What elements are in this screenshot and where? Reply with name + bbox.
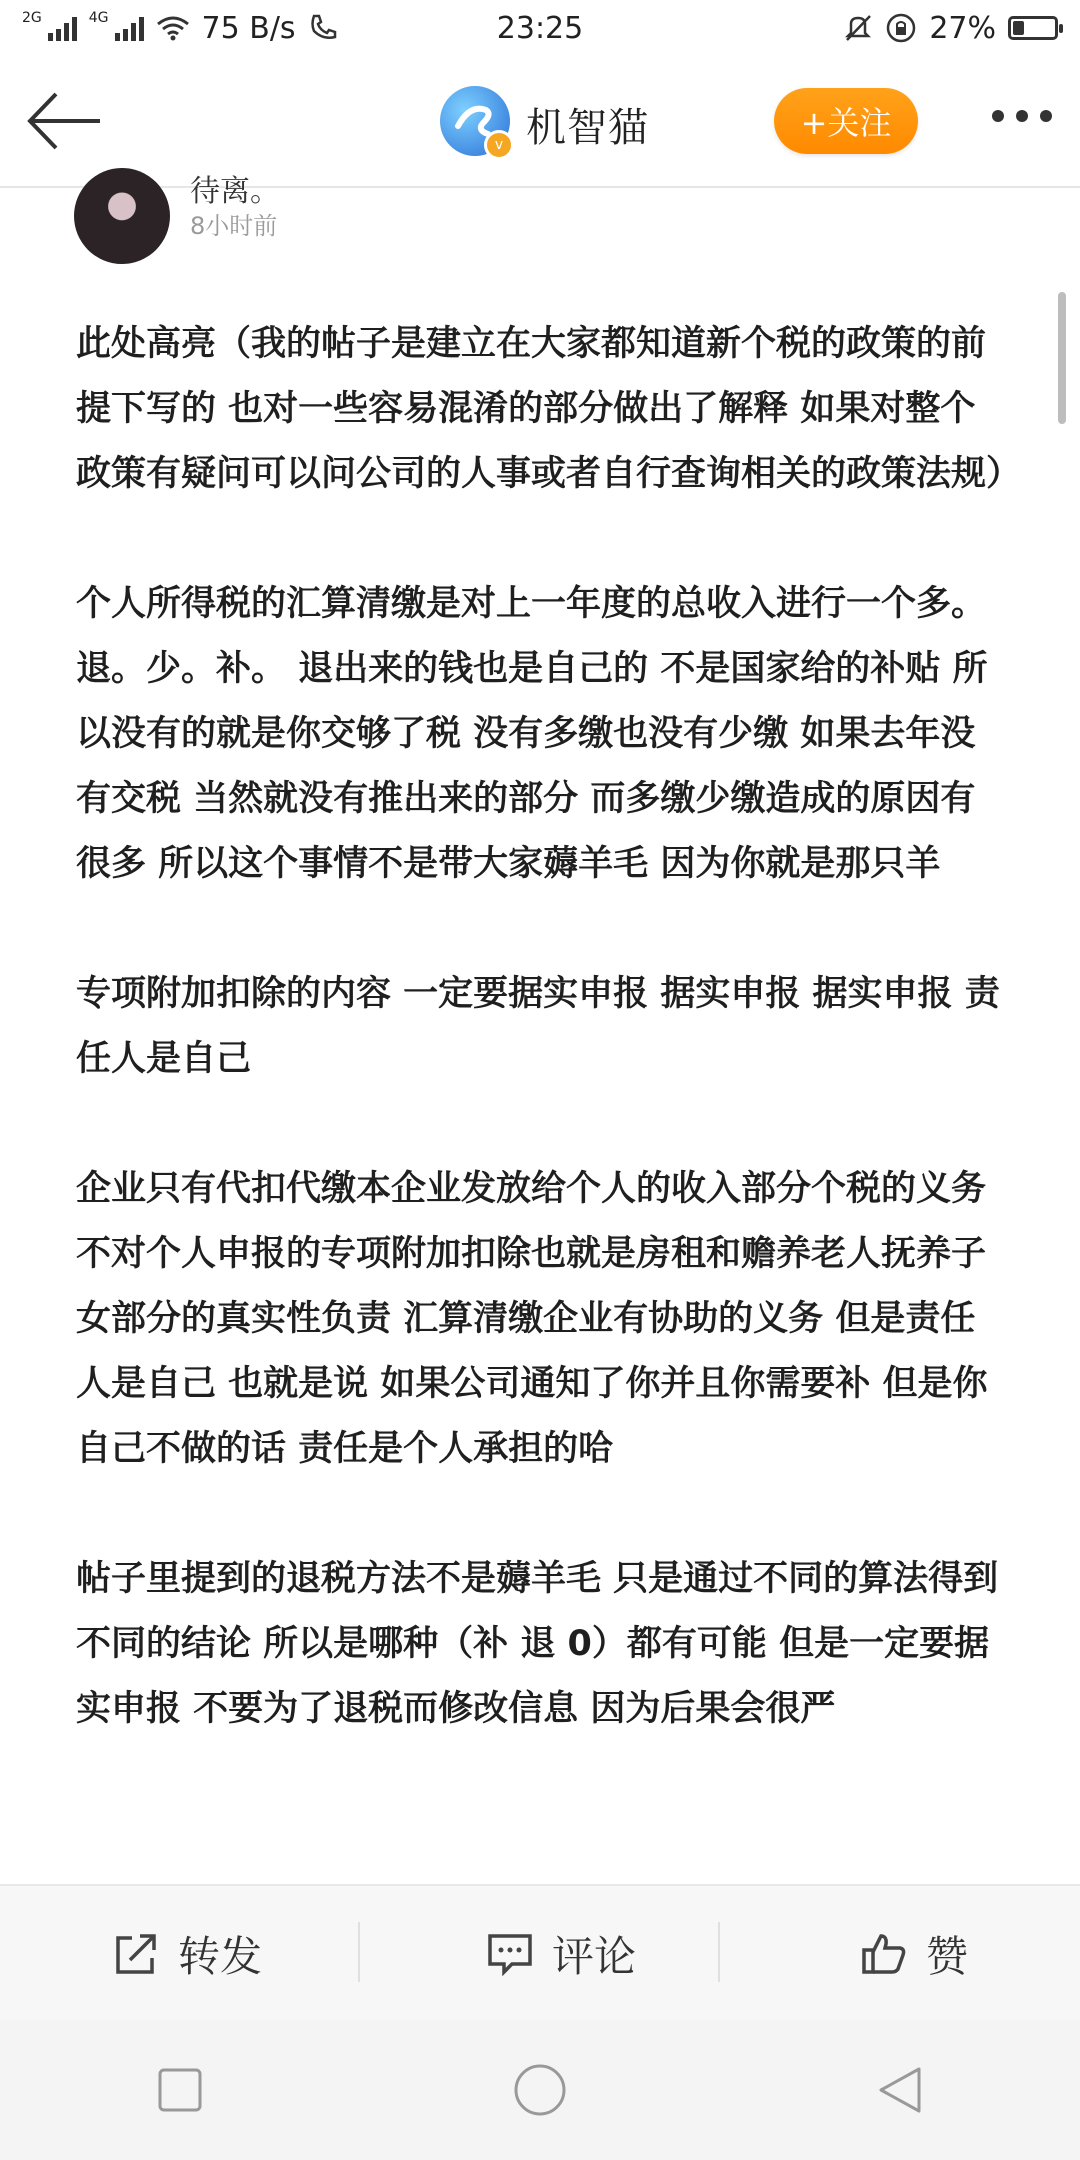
wifi-icon (156, 15, 190, 41)
post-paragraph: 帖子里提到的退税方法不是薅羊毛 只是通过不同的算法得到不同的结论 所以是哪种（补 退 0）都有可能 但是一定要据实申报 不要为了退税而修改信息 因为后果会很严 (76, 1559, 999, 1729)
triangle-back-icon (875, 2065, 925, 2115)
post-paragraph: 此处高亮（我的帖子是建立在大家都知道新个税的政策的前提下写的 也对一些容易混淆的部分做出了解释 如果对整个政策有疑问可以问公司的人事或者自行查询相关的政策法规） (76, 324, 1022, 494)
status-bar (0, 0, 1080, 56)
author-name[interactable]: 待离。 (190, 174, 280, 209)
post-paragraph: 企业只有代扣代缴本企业发放给个人的收入部分个税的义务 不对个人申报的专项附加扣除也就是房租和赡养老人抚养子女部分的真实性负责 汇算清缴企业有协助的义务 但是责任人是自己 也就是说 如果公司通知了你并且你需要补 但是你自己不做的话 责任是个人承担的哈 (76, 1169, 988, 1469)
comment-label: 评论 (551, 1932, 636, 1981)
home-button[interactable] (510, 2060, 570, 2120)
verified-badge-icon: v (484, 130, 514, 160)
square-icon (156, 2066, 204, 2114)
recents-button[interactable] (150, 2060, 210, 2120)
thumbs-up-icon (860, 1930, 908, 1978)
account-name[interactable]: 机智猫 (526, 105, 649, 151)
back-button[interactable] (870, 2060, 930, 2120)
network-type-4g: 4G (88, 10, 109, 26)
signal-icon-2 (115, 15, 144, 41)
battery-icon (1008, 16, 1058, 40)
scrollbar[interactable] (1058, 292, 1066, 424)
lock-rotation-icon (885, 12, 917, 44)
like-button[interactable] (860, 1924, 968, 1984)
network-type-2g: 2G (22, 10, 42, 26)
divider (718, 1922, 720, 1982)
share-icon (112, 1930, 160, 1978)
follow-button[interactable] (774, 88, 918, 154)
follow-label: +关注 (800, 104, 892, 142)
divider (358, 1922, 360, 1982)
account-avatar[interactable] (440, 86, 510, 156)
status-left (22, 11, 338, 46)
action-bar (0, 1884, 1080, 2022)
network-speed: 75 B/s (201, 10, 296, 46)
post-time: 8小时前 (190, 212, 278, 240)
comment-button[interactable] (486, 1924, 636, 1984)
comment-icon (486, 1930, 534, 1978)
repost-button[interactable] (112, 1924, 262, 1984)
signal-icon (48, 15, 77, 41)
post-paragraph: 个人所得税的汇算清缴是对上一年度的总收入进行一个多。退。少。补。 退出来的钱也是自己的 不是国家给的补贴 所以没有的就是你交够了税 没有多缴也没有少缴 如果去年没有交税 当然就没有推出来的部分 而多缴少缴造成的原因有很多 所以这个事情不是带大家薅羊毛 因为你就是那只羊 (76, 584, 988, 884)
post-content (76, 312, 1022, 1807)
system-nav-bar (0, 2020, 1080, 2160)
repost-label: 转发 (177, 1932, 262, 1981)
call-icon (308, 13, 338, 43)
battery-percent: 27% (929, 10, 996, 46)
post-paragraph: 专项附加扣除的内容 一定要据实申报 据实申报 据实申报 责任人是自己 (76, 974, 1000, 1079)
circle-icon (512, 2062, 568, 2118)
status-time: 23:25 (496, 10, 584, 46)
author-avatar[interactable] (74, 168, 170, 264)
battery-fill (1013, 21, 1024, 35)
back-arrow-icon[interactable] (24, 86, 104, 156)
status-right (843, 11, 1058, 46)
more-options-icon[interactable] (992, 110, 1052, 122)
mute-icon (843, 13, 873, 43)
like-label: 赞 (925, 1932, 968, 1981)
